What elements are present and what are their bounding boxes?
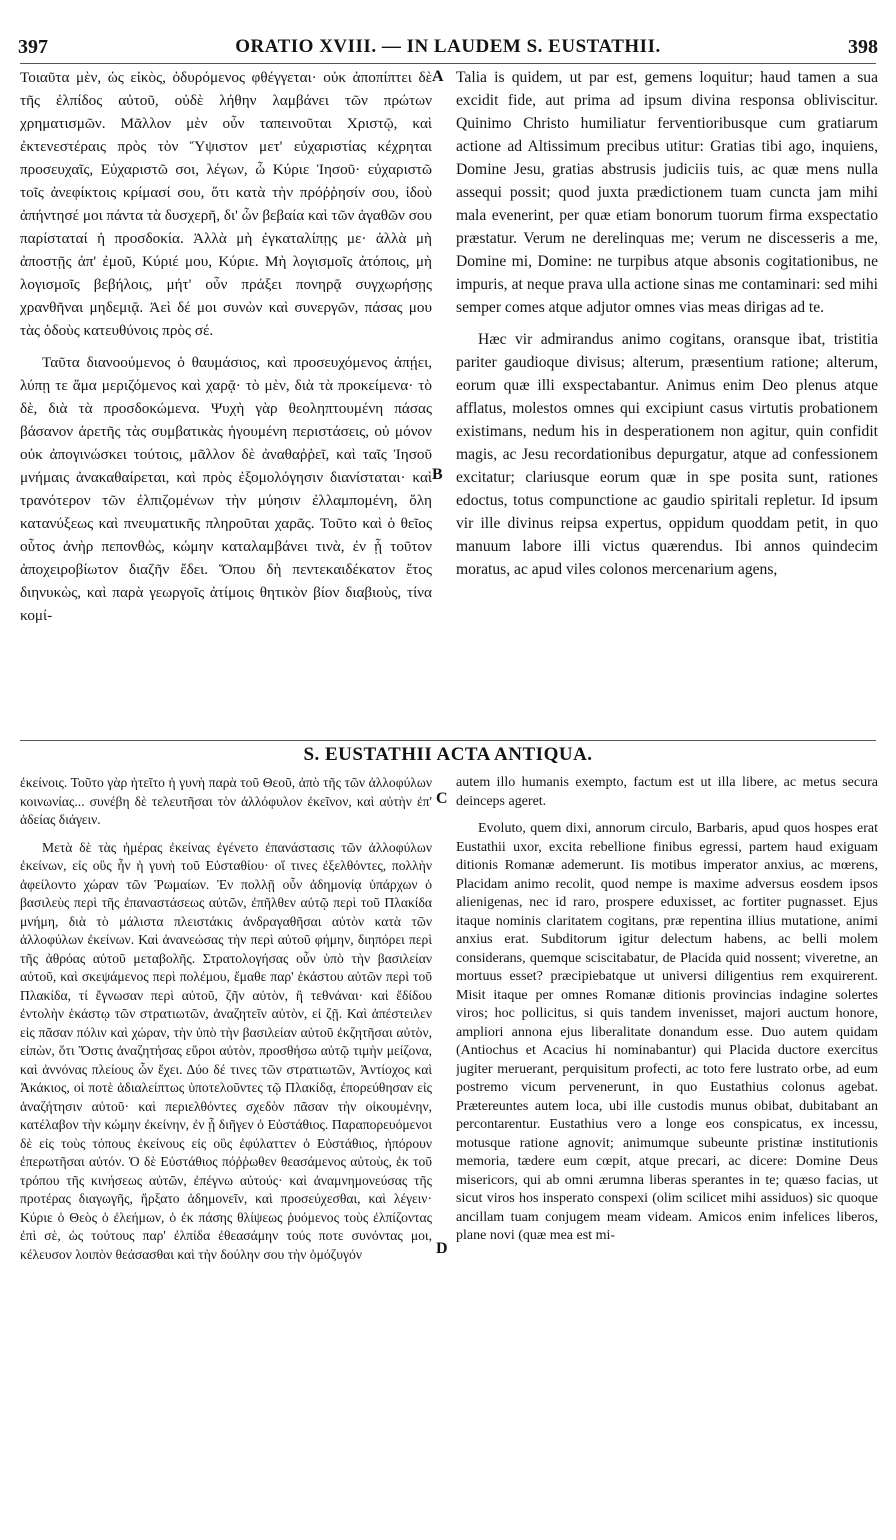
- header-rule: [20, 63, 876, 64]
- latin-paragraph: autem illo humanis exempto, factum est ut illa libere, ac metus secura deinceps ageret.: [456, 775, 878, 809]
- page-number-left: 397: [18, 36, 48, 58]
- greek-paragraph: Τοιαῦτα μὲν, ὡς εἰκὸς, ὀδυρόμενος φθέγγεται· οὐκ ἀποπίπτει δὲ τῆς ἐλπίδος αὐτοῦ, οὐδὲ λήθην λαμβάνει τῶν πρώτων χρηματισμῶν. Μᾶλλον μὲν οὖν ταπεινοῦται Χριστῷ, καὶ ἐκτενεστέραις πρὸς τὸν Ὕψιστον μετ' εὐχαριστίας κέχρηται προσευχαῖς, Εὐχαριστῶ σοι, λέγων, ὦ Κύριε Ἰησοῦ· εὐχαριστῶ τοῖς ἀνεφίκτοις κρίμασί σου, ὅτι κατὰ τὴν πρόῤῥησίν σου, ἰδοὺ ἀπήντησέ μοι πάντα τὰ δυσχερῆ, δι' ὧν βεβαία καὶ τῶν ἀγαθῶν σου παρίσταταί ἡ προσδοκία. Ἀλλὰ μὴ ἐγκαταλίπῃς με· ἀλλὰ μὴ ἀποστῇς ἀπ' ἐμοῦ, Κύριέ μου, Κύριε. Μὴ λογισμοῖς ἀτόποις, μὴ λογισμοῖς βεβήλοις, μήτ' οὖν πράξει πονηρᾷ συγχωρήσῃς χρανθῆναι μηδεμιᾷ. Ἀεὶ δέ μοι συνὼν καὶ συνεργῶν, πάσας μου τὰς ὁδοὺς κατευθύνοις πρὸς σέ.: [20, 69, 432, 339]
- section-marker-a: A: [432, 68, 444, 85]
- latin-paragraph: Hæc vir admirandus animo cogitans, oransque ibat, tristitia pariter gaudioque divisus; alterum, præsentium ratione; alterum, eorum quæ illi exspectabantur. Animus enim Deo plenus atque afflatus, molestos omnes qui excipiunt casus virtutis probationem existimans, nedum his in desperationem non agitur, quin confidit magis, ac Jesu recordationibus depurgatur, atque ad confessionem excitatur; clariusque eorum quæ in spe posita sunt, rationes edoctus, totus compunctione ac gaudio spiritali repletur. Id ipsum vir ille divinus reipsa expertus, oppidum quoddam petit, in quo manuum labore illi victus quærendus. Ibi annos quindecim moratus, ac apud viles colonos mercenarium agens,: [456, 331, 878, 578]
- greek-paragraph: Μετὰ δὲ τὰς ἡμέρας ἐκείνας ἐγένετο ἐπανάστασις τῶν ἀλλοφύλων ἐκείνων, εἰς οὓς ἦν ἡ γυνὴ τοῦ Εὐσταθίου· οἵ τινες ἐξελθόντες, πολλὴν ἀφείλοντο χώραν τῶν Ῥωμαίων. Ἐν πολλῇ οὖν ἀδημονίᾳ ὑπάρχων ὁ βασιλεὺς περὶ τῆς ἐπαναστάσεως αὐτῶν, ἐπῆλθεν αὐτῷ περὶ τοῦ Πλακίδα μνήμη, διὰ τὸ μάλιστα πλειστάκις ἀνδραγαθῆσαι αὐτὸν κατὰ τῶν ἀλλοφύλων ἐκείνων. Καὶ ἀνανεώσας τὴν περὶ αὐτοῦ φήμην, διηπόρει περὶ τῆς ἀθρόας αὐτοῦ μεταβολῆς. Στρατολογήσας οὖν ὑπὸ τὴν βασιλείαν αὐτοῦ, καὶ σκεψάμενος περὶ πολέμου, ἔμαθε παρ' ἑκάστου αὐτῶν περὶ τοῦ Πλακίδα, τί ἔγνωσαν περὶ αὐτοῦ, ζῆν αὐτὸν, ἢ τεθνάναι· καὶ ἔδίδου ἐντολὴν ἑκάστῳ τῶν στρατιωτῶν, ἀναζητεῖν αὐτὸν, εἰ ζῇ. Καὶ ἀπέστειλεν εἰς πᾶσαν πόλιν καὶ χώραν, τὴν ὑπὸ τὴν βασιλείαν αὐτοῦ ἐκζητῆσαι αὐτὸν, εἰπὼν, ὅτι Ὅστις ἀναζητήσας εὕροι αὐτὸν, προσθήσω αὐτῷ τιμὴν μείζονα, καὶ ἀννόνας πλείους ὧν ἔχει. Δύο δέ τινες τῶν στρατιωτῶν, Ἀντίοχος καὶ Ἀκάκιος, οἱ ποτὲ ἀδιαλείπτως ὑποτελοῦντες τῷ Πλακίδᾳ, ἐπορεύθησαν εἰς ἀναζήτησιν αὐτοῦ· καὶ περιελθόντες σχεδὸν πᾶσαν τὴν οἰκουμένην, κατέλαβον τὴν κώμην ἐκείνην, ἐν ᾗ διῆγεν ὁ Εὐστάθιος. Παραπορευόμενοι δὲ εἰς τοὺς τόπους ἐκείνους εἰς οὓς ἐφύλαττεν ὁ Εὐστάθιος, ἠπόρουν ἐπερωτῆσαι αὐτόν. Ὁ δὲ Εὐστάθιος πόῤῥωθεν θεασάμενος αὐτοὺς, ἐκ τοῦ τρόπου τῆς κινήσεως αὐτῶν, ἐπέγνω αὐτούς· καὶ ἀναμνημονεύσας τῆς προτέρας διαγωγῆς, ἤρξατο ἀδημονεῖν, καὶ προσεύχεσθαι, καὶ λέγειν· Κύριε ὁ Θεὸς ὁ ἐλεήμων, ὁ ἐκ πάσης θλίψεως ῥυόμενος τοὺς ἐλπίζοντας ἐπὶ σὲ, ὡς τούτους παρ' ἐλπίδα ἐθεασάμην τούς ποτε συνόντας μοι, κέλευσον λοιπὸν θεάσασθαι καὶ τὴν δούλην σου τὴν ὁμόζυγόν: [20, 839, 432, 1262]
- latin-column-bottom: [456, 774, 878, 1526]
- section-rule: [20, 740, 876, 741]
- greek-paragraph: ἐκείνοις. Τοῦτο γὰρ ἠτεῖτο ἡ γυνὴ παρὰ τοῦ Θεοῦ, ἀπὸ τῆς τῶν ἀλλοφύλων κοινωνίας... συνέβη δὲ τελευτῆσαι τὸν ἀλλόφυλον ἐκεῖνον, καὶ αὐτὴν ἐπ' ἀδείας διάγειν.: [20, 775, 432, 827]
- page-number-right: 398: [848, 36, 878, 58]
- latin-column-top: [456, 66, 878, 736]
- greek-paragraph: Ταῦτα διανοούμενος ὁ θαυμάσιος, καὶ προσευχόμενος ἀπῄει, λύπῃ τε ἅμα μεριζόμενος καὶ χαρᾷ· τὸ μὲν, διὰ τὰ προκείμενα· τὸ δὲ, διὰ τὰ προσδοκώμενα. Ψυχὴ γὰρ θεοληπτουμένη πάσας βάσανον ἀρετῆς τὰς συμβατικὰς ἡγουμένη περιστάσεις, οὐ μόνον οὐκ ἀπογινώσκει τούτοις, μᾶλλον δὲ ἀναθαῤῥεῖ, καὶ ταῖς Ἰησοῦ μνήμαις ἀνακαθαίρεται, καὶ πρὸς ἐξομολόγησιν διανίσταται· καὶ τρανότερον τῶν ἐλπιζομένων τὴν μύησιν ἐλλαμπομένη, ὅλη κατανύξεως καὶ πνευματικῆς πληροῦται χαρᾶς. Τοῦτο καὶ ὁ θεῖος οὗτος ἀνὴρ πεπονθὼς, κώμην καταλαμβάνει τινὰ, ἐν ᾗ τοῦτον ἀποχειροβίωτον διαζῆν ἔδει. Ὅπου δὴ πεντεκαιδέκατον ἔτος διηνυκὼς, καὶ παρὰ γεωργοῖς ἀτίμοις θητικὸν βίον διαβιοὺς, τίνα κομί-: [20, 354, 432, 624]
- section-marker-c: C: [436, 790, 448, 807]
- section-title: S. EUSTATHII ACTA ANTIQUA.: [303, 744, 593, 765]
- section-marker-d: D: [436, 1240, 448, 1257]
- running-head: [18, 36, 878, 62]
- latin-paragraph: Evoluto, quem dixi, annorum circulo, Barbaris, apud quos hospes erat Eustathii uxor, excita rebellione finibus egressi, partem haud exiguam ditionis Romanæ ademerunt. Iis motibus imperator anxius, ac mœrens, Placidam animo recolit, quod nempe is maxime adversus eosdem ipsos alienigenas, nec id raro, prospere eduxisset, ac fortiter pugnasset. Ejus itaque nominis claritatem cogitans, præ repentina illius mutatione, animi anxius erat. Subditorum igitur delectum habens, ac belli molem considerans, quemque sciscitabatur, de Placida quid nossent; viveretne, an mortuus esset? præcipiebatque ut universi diligentius rem exquirerent. Misit itaque per omnes Romanæ ditionis provincias indagine solertes viros; hoc pollicitus, si quis tandem invenisset, majori auctum honore, ampliori annona ejus liberalitate donandum esse. Duo autem quidam (Antiochus et Acacius hi nominabantur) qui Placida ductore exercitus jugiter meruerant, perquisitum profecti, ac toto fere lustrato orbe, ad eum postremo vicum pervenerunt, in quo Eustathius colonus agebat. Prætereuntes autem loca, ubi ille custodis munus obibat, dubitabant an percontarentur. Eustathius vero a longe eos conspicatus, ex incessu, motusque ratione agnovit; animumque subeunte pristinæ institutionis memoria, tædere eum cœpit, atque precari, ac dicere: Domine Deus misericors, qui ab omni ærumna liberas sperantes in te; quæso facias, ut sicut viros hos insperato conspexi (olim scilicet mihi assiduos) sic quoque ancillam tuam conjugem meam videam. Amicos enim infelices liberos, plane novi (quæ mea est mi-: [456, 821, 878, 1243]
- latin-paragraph: Talia is quidem, ut par est, gemens loquitur; haud tamen a sua excidit fide, aut prima ad ipsum divina responsa obliviscitur. Quinimo Christo humiliatur ferventioribusque cum gratiarum actione ad Altissimum precibus utitur: Gratias tibi ago, inquiens, Domine Jesu, gratias abstrusis judiciis tuis, ac quæ mens nulla assequi possit; quod juxta prædictionem tuam cuncta jam mihi mala evenerint, per quæ etiam bonorum tuorum firma exspectatio præstatur. Verum ne derelinquas me; verum ne discesseris a me, Domine mi, Domine: ne turpibus atque absonis cogitationibus, ne impuris, at neque prava ulla actione sinas me contaminari: sed mihi semper comes atque adjutor omnes vias meas dirigas ad te.: [456, 69, 878, 316]
- greek-column-bottom: [20, 774, 432, 1526]
- running-title: ORATIO XVIII. — IN LAUDEM S. EUSTATHII.: [235, 36, 661, 57]
- greek-column-top: [20, 66, 432, 736]
- section-marker-b: B: [432, 466, 443, 483]
